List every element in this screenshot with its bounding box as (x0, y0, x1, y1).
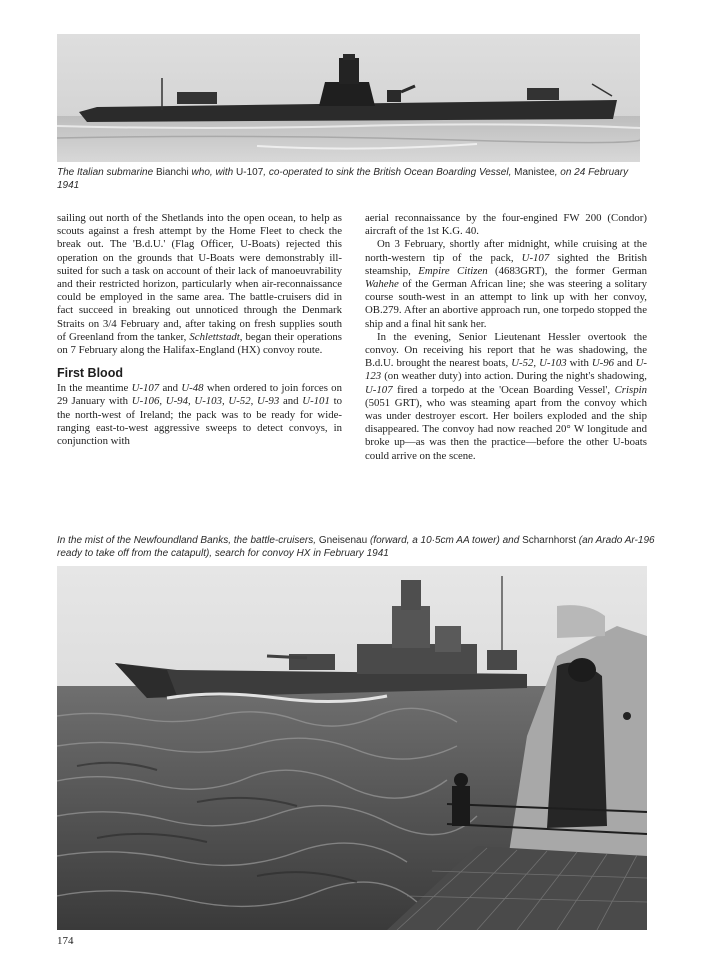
left-text-column (57, 212, 342, 448)
bottom-photo-caption: In the mist of the Newfoundland Banks, the battle-cruisers, Gneisenau (forward, a 10·5cm AA tower) and Scharnhorst (an Arado Ar-196 ready to take off from the catapult), search for convoy HX in February 1941 (57, 535, 655, 559)
left-paragraph-2: In the meantime U-107 and U-48 when ordered to join forces on 29 January with U-106, U-94, U-103, U-52, U-93 and U-101 to the north-west of Ireland; the pack was to be ready for wide-ranging east-to-west aggressive sweeps to detect convoys, in conjunction with (57, 382, 342, 448)
page-number: 174 (57, 935, 74, 947)
right-paragraph-3: In the evening, Senior Lieutenant Hessler overtook the convoy. On receiving his report that he was shadowing, the B.d.U. brought the nearest boats, U-52, U-103 with U-96 and U-123 (on weather duty) into action. During the night's shadowing, U-107 fired a torpedo at the 'Ocean Boarding Vessel', Crispin (5051 GRT), who was steaming apart from the convoy which was under destroyer escort. Her boilers exploded and the ship disappeared. The convoy had now reached 20° W longitude and broke up—as was then the practice—before the other U-boats could arrive on the scene. (365, 330, 647, 462)
left-paragraph-1: sailing out north of the Shetlands into the open ocean, to help as scouts against a fresh attempt by the Home Fleet to check the break out. The 'B.d.U.' (Flag Officer, U-Boats) rejected this operation on the grounds that U-Boats were demonstrably ill-suited for such a task on account of their lack of manoeuvrability and their restricted horizon, particularly when air-reconnaissance could be employed in the same area. The battle-cruisers did in fact succeed in breaking out unnoticed through the Denmark Straits on 3/4 February and, after taking on fresh supplies south of Greenland from the tanker, Schlettstadt, began their operations on 7 February along the Halifax-England (HX) convoy route. (57, 212, 342, 357)
right-paragraph-2: On 3 February, shortly after midnight, while cruising at the north-western tip of the pack, U-107 sighted the British steamship, Empire Citizen (4683GRT), the former German Wahehe of the German African line; she was steering a solitary course south-west in an attempt to link up with her convoy, OB.279. After an abortive approach run, one torpedo stopped the ship and a final hit sank her. (365, 238, 648, 330)
battle-cruiser-photo-graphic (57, 566, 647, 930)
battle-cruiser-photo (57, 566, 647, 930)
top-photo-caption: The Italian submarine Bianchi who, with U-107, co-operated to sink the British Ocean Boarding Vessel, Manistee, on 24 February 1941 (57, 167, 629, 191)
submarine-photo (57, 34, 640, 162)
submarine-photo-graphic (57, 34, 640, 162)
right-text-column (365, 212, 647, 463)
right-paragraph-1: aerial reconnaissance by the four-engined FW 200 (Condor) aircraft of the 1st K.G. 40. (365, 212, 647, 238)
section-heading: First Blood (57, 366, 123, 381)
